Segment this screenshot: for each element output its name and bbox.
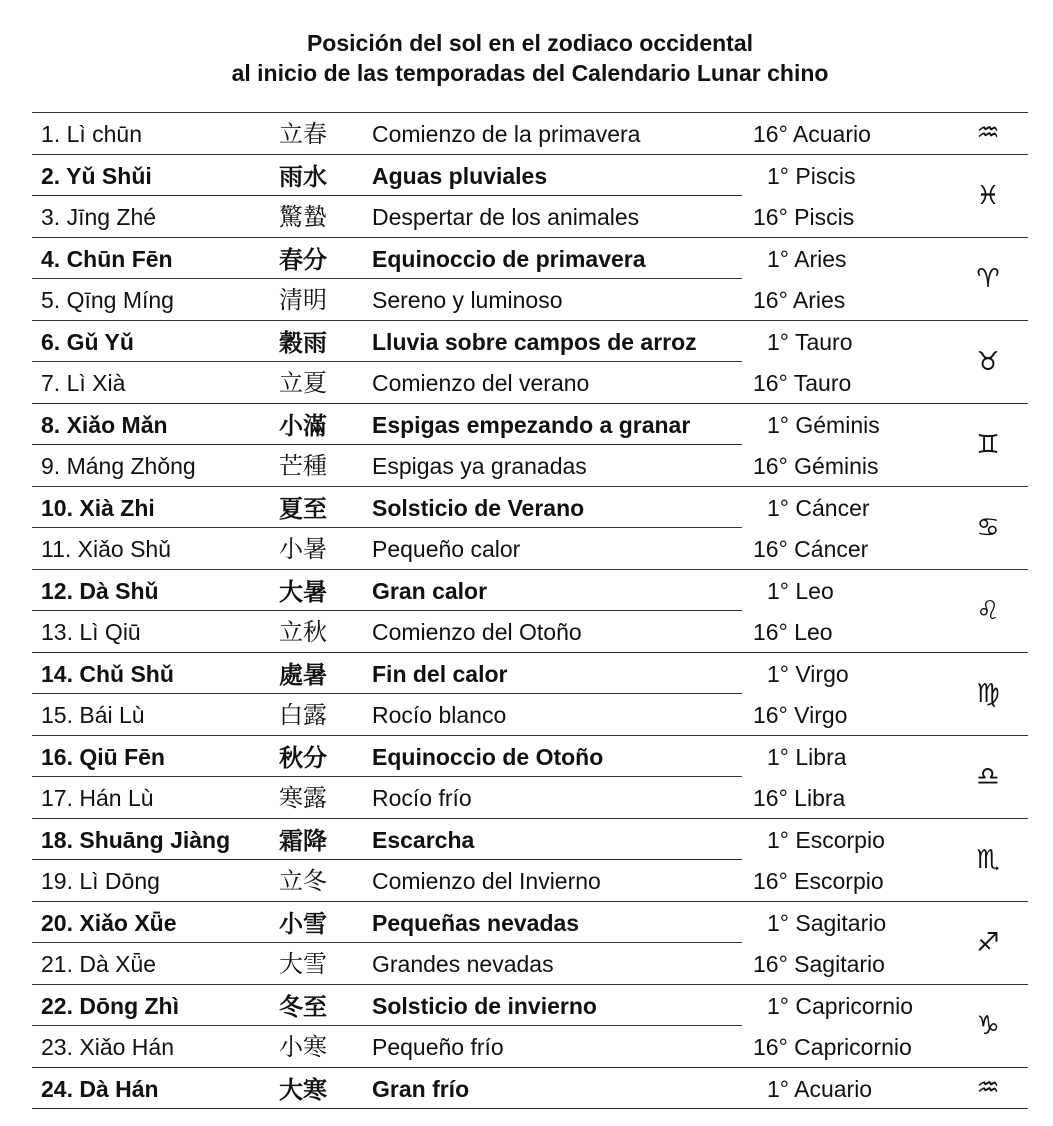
- solar-term-name: 20. Xiǎo Xǖe: [41, 909, 177, 936]
- solar-term-name: 6. Gǔ Yǔ: [41, 328, 134, 355]
- solar-term-hanzi: 夏至: [279, 493, 327, 523]
- pisces-icon: ♓: [976, 180, 1000, 211]
- sun-position: 16° Leo: [753, 619, 833, 645]
- sun-position: 16° Virgo: [753, 702, 848, 728]
- solar-term-meaning: Equinoccio de Otoño: [372, 743, 604, 770]
- solar-term-name: 19. Lì Dōng: [41, 868, 160, 894]
- sun-position: 1° Cáncer: [767, 494, 870, 521]
- solar-term-hanzi: 立冬: [279, 867, 327, 895]
- sagittarius-icon: ♐: [976, 927, 1000, 958]
- solar-term-name: 13. Lì Qiū: [41, 619, 141, 645]
- solar-term-hanzi: 小暑: [279, 535, 327, 563]
- solar-term-name: 7. Lì Xià: [41, 370, 126, 396]
- solar-term-meaning: Gran calor: [372, 577, 488, 604]
- sun-position: 1° Capricornio: [767, 992, 913, 1019]
- solar-term-meaning: Gran frío: [372, 1075, 470, 1102]
- solar-term-hanzi: 冬至: [279, 991, 327, 1021]
- sun-position: 16° Libra: [753, 785, 846, 811]
- solar-term-name: 14. Chǔ Shǔ: [41, 660, 174, 687]
- solar-term-hanzi: 立春: [279, 120, 327, 148]
- solar-term-meaning: Escarcha: [372, 826, 475, 853]
- sun-position: 16° Acuario: [753, 121, 871, 147]
- taurus-icon: ♉: [976, 346, 1000, 377]
- solar-term-name: 2. Yǔ Shǔi: [41, 162, 152, 189]
- solar-term-meaning: Pequeño frío: [372, 1034, 504, 1060]
- solar-term-name: 16. Qiū Fēn: [41, 743, 165, 770]
- solar-term-meaning: Aguas pluviales: [372, 162, 548, 189]
- solar-term-meaning: Rocío blanco: [372, 702, 507, 728]
- solar-term-hanzi: 大暑: [279, 576, 327, 606]
- solar-term-hanzi: 小雪: [279, 908, 327, 938]
- solar-term-hanzi: 立秋: [279, 618, 327, 646]
- solar-term-meaning: Comienzo del verano: [372, 370, 590, 396]
- solar-term-hanzi: 雨水: [279, 161, 327, 191]
- solar-term-meaning: Comienzo del Otoño: [372, 619, 582, 645]
- sun-position: 1° Piscis: [767, 162, 856, 189]
- solar-term-meaning: Solsticio de Verano: [372, 494, 585, 521]
- solar-term-hanzi: 寒露: [279, 784, 327, 812]
- solar-term-hanzi: 芒種: [279, 452, 327, 480]
- solar-term-meaning: Solsticio de invierno: [372, 992, 597, 1019]
- sun-position: 16° Sagitario: [753, 951, 885, 977]
- solar-term-hanzi: 白露: [279, 701, 327, 729]
- sun-position: 1° Libra: [767, 743, 847, 770]
- solar-term-hanzi: 小寒: [279, 1033, 327, 1061]
- row-divider: [32, 1108, 742, 1109]
- solar-term-hanzi: 霜降: [279, 825, 327, 855]
- aquarius-icon: ♒: [976, 118, 1000, 148]
- solar-term-hanzi: 立夏: [279, 369, 327, 397]
- solar-term-name: 21. Dà Xǖe: [41, 951, 157, 977]
- aquarius-icon: ♒: [976, 1072, 1000, 1103]
- solar-term-name: 8. Xiǎo Mǎn: [41, 411, 168, 438]
- solar-term-meaning: Lluvia sobre campos de arroz: [372, 328, 697, 355]
- solar-term-name: 10. Xià Zhi: [41, 494, 155, 521]
- solar-term-meaning: Grandes nevadas: [372, 951, 554, 977]
- solar-term-hanzi: 大寒: [279, 1074, 327, 1104]
- solar-term-hanzi: 驚蟄: [279, 203, 327, 231]
- solar-term-hanzi: 小滿: [279, 410, 327, 440]
- solar-term-name: 9. Máng Zhǒng: [41, 453, 196, 479]
- sun-position: 1° Aries: [767, 245, 847, 272]
- solar-term-name: 4. Chūn Fēn: [41, 245, 173, 272]
- libra-icon: ♎: [976, 761, 1000, 792]
- solar-term-meaning: Pequeñas nevadas: [372, 909, 580, 936]
- solar-term-meaning: Comienzo de la primavera: [372, 121, 641, 147]
- virgo-icon: ♍: [976, 678, 1000, 709]
- solar-term-name: 15. Bái Lù: [41, 702, 145, 728]
- scorpio-icon: ♏: [976, 844, 1000, 875]
- solar-term-meaning: Comienzo del Invierno: [372, 868, 601, 894]
- solar-term-hanzi: 春分: [279, 244, 327, 274]
- sun-position: 1° Géminis: [767, 411, 880, 438]
- solar-term-name: 18. Shuāng Jiàng: [41, 826, 231, 853]
- solar-term-meaning: Sereno y luminoso: [372, 287, 563, 313]
- sun-position: 16° Escorpio: [753, 868, 884, 894]
- sun-position: 1° Acuario: [767, 1075, 873, 1102]
- solar-term-hanzi: 大雪: [279, 950, 327, 978]
- sun-position: 1° Escorpio: [767, 826, 885, 853]
- title-line-1: Posición del sol en el zodiaco occidental: [306, 30, 754, 56]
- solar-term-meaning: Espigas empezando a granar: [372, 411, 691, 438]
- solar-term-meaning: Fin del calor: [372, 660, 508, 687]
- sun-position: 1° Tauro: [767, 328, 853, 355]
- title-line-2: al inicio de las temporadas del Calendario Lunar chino: [231, 60, 829, 86]
- solar-term-name: 3. Jīng Zhé: [41, 204, 157, 230]
- leo-icon: ♌: [976, 595, 1000, 626]
- gemini-icon: ♊: [976, 429, 1000, 460]
- solar-term-meaning: Rocío frío: [372, 785, 472, 811]
- solar-term-name: 24. Dà Hán: [41, 1075, 159, 1102]
- sun-position: 16° Aries: [753, 287, 846, 313]
- sun-position: 16° Capricornio: [753, 1034, 912, 1060]
- sun-position: 1° Sagitario: [767, 909, 887, 936]
- solar-term-name: 22. Dōng Zhì: [41, 992, 179, 1019]
- cancer-icon: ♋: [976, 512, 1000, 543]
- sun-position: 1° Leo: [767, 577, 834, 604]
- solar-term-name: 5. Qīng Míng: [41, 287, 174, 313]
- solar-term-meaning: Despertar de los animales: [372, 204, 640, 230]
- solar-term-name: 23. Xiǎo Hán: [41, 1034, 174, 1060]
- sun-position: 16° Piscis: [753, 204, 855, 230]
- solar-term-hanzi: 處暑: [279, 659, 327, 689]
- solar-term-name: 11. Xiǎo Shǔ: [41, 536, 172, 562]
- solar-term-meaning: Equinoccio de primavera: [372, 245, 646, 272]
- sun-position: 16° Tauro: [753, 370, 852, 396]
- solar-term-hanzi: 秋分: [279, 742, 327, 772]
- solar-term-name: 12. Dà Shǔ: [41, 577, 159, 604]
- aries-icon: ♈: [976, 263, 1000, 294]
- solar-term-name: 1. Lì chūn: [41, 121, 143, 147]
- sun-position: 1° Virgo: [767, 660, 849, 687]
- sun-position: 16° Géminis: [753, 453, 879, 479]
- sun-position: 16° Cáncer: [753, 536, 869, 562]
- solar-term-name: 17. Hán Lù: [41, 785, 154, 811]
- solar-term-meaning: Espigas ya granadas: [372, 453, 587, 479]
- solar-term-hanzi: 穀雨: [279, 327, 327, 357]
- solar-term-meaning: Pequeño calor: [372, 536, 521, 562]
- capricorn-icon: ♑: [976, 1010, 1000, 1041]
- solar-term-hanzi: 清明: [279, 286, 327, 314]
